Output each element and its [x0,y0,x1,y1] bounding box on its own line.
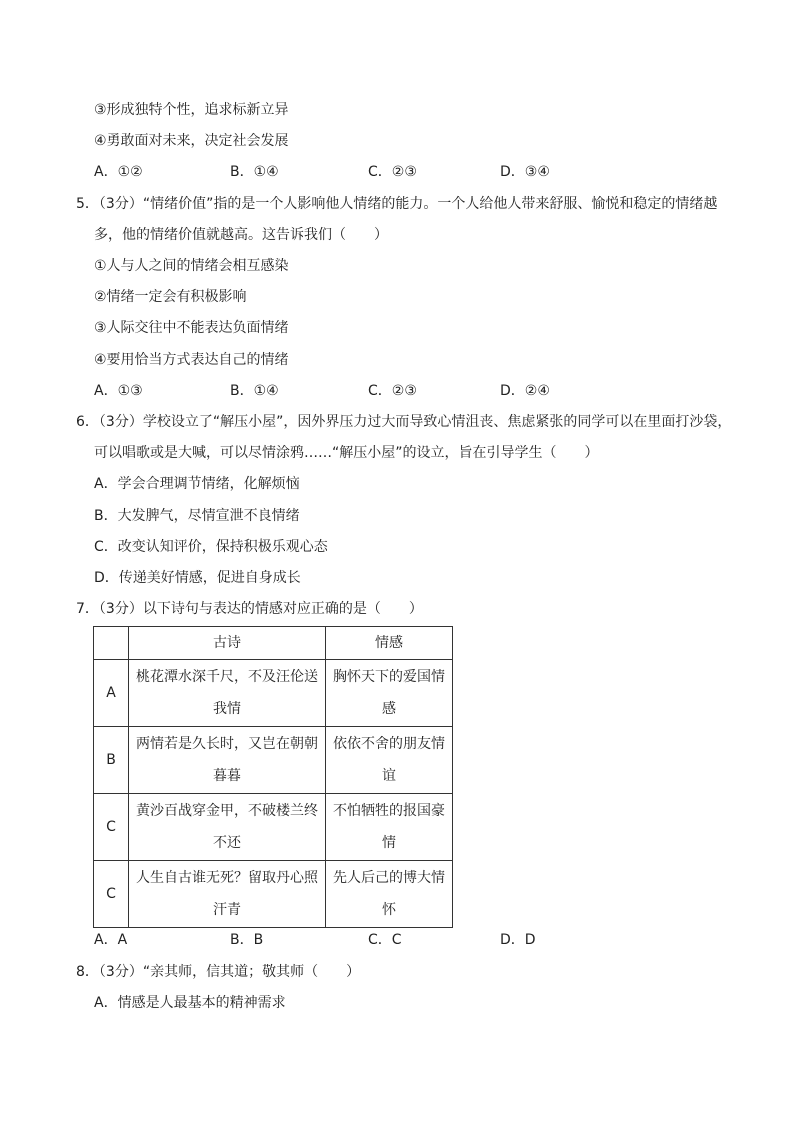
row-label: A [94,660,129,727]
q6-option-d[interactable]: D．传递美好情感，促进自身成长 [94,570,301,586]
row-poem: 两情若是久长时，又岂在朝朝暮暮 [129,727,326,794]
q6-option-a[interactable]: A．学会合理调节情绪，化解烦恼 [94,476,300,492]
q5-option-b[interactable]: B．①④ [230,383,279,399]
q5-item-1: ①人与人之间的情绪会相互感染 [94,258,289,274]
q7-stem: 7．（3分）以下诗句与表达的情感对应正确的是（ ） [76,601,423,617]
q4-item-3: ③形成独特个性，追求标新立异 [94,102,289,118]
table-row [94,727,453,794]
q4-option-b[interactable]: B．①④ [230,164,279,180]
q8-stem: 8．（3分）“亲其师，信其道；敬其师（ ） [76,964,361,980]
table-row [94,660,453,727]
q4-option-c[interactable]: C．②③ [368,164,417,180]
q7-option-c[interactable]: C．C [368,932,402,948]
q5-item-4: ④要用恰当方式表达自己的情绪 [94,352,289,368]
q4-options [94,162,694,182]
q6-stem-line1: 6．（3分）学校设立了“解压小屋”，因外界压力过大而导致心情沮丧、焦虑紧张的同学可以在里面打沙袋， [76,414,732,430]
table-header-emotion: 情感 [326,627,453,660]
q7-option-a[interactable]: A．A [94,932,128,948]
q5-item-3: ③人际交往中不能表达负面情绪 [94,320,289,336]
q6-option-c[interactable]: C．改变认知评价，保持积极乐观心态 [94,539,328,555]
q5-option-c[interactable]: C．②③ [368,383,417,399]
row-label: C [94,861,129,928]
q7-poem-table [93,626,453,928]
table-row [94,794,453,861]
row-emotion: 不怕牺牲的报国豪情 [326,794,453,861]
row-emotion: 依依不舍的朋友情谊 [326,727,453,794]
q6-option-b[interactable]: B．大发脾气，尽情宣泄不良情绪 [94,508,300,524]
q5-option-d[interactable]: D．②④ [500,383,550,399]
q8-option-a[interactable]: A．情感是人最基本的精神需求 [94,995,286,1011]
row-emotion: 先人后己的博大情怀 [326,861,453,928]
q5-stem-line1: 5．（3分）“情绪价值”指的是一个人影响他人情绪的能力。一个人给他人带来舒服、愉悦和稳定的情绪越 [76,196,718,212]
table-header-poem: 古诗 [129,627,326,660]
q7-options [94,930,694,950]
row-emotion: 胸怀天下的爱国情感 [326,660,453,727]
table-header-blank [94,627,129,660]
q7-option-d[interactable]: D．D [500,932,536,948]
q5-stem-line2: 多，他的情绪价值就越高。这告诉我们（ ） [94,227,388,243]
table-header-row [94,627,453,660]
q4-option-a[interactable]: A．①② [94,164,143,180]
q5-option-a[interactable]: A．①③ [94,383,143,399]
row-label: C [94,794,129,861]
q4-item-4: ④勇敢面对未来，决定社会发展 [94,133,289,149]
q5-options [94,381,694,401]
q5-item-2: ②情绪一定会有积极影响 [94,289,247,305]
row-poem: 黄沙百战穿金甲，不破楼兰终不还 [129,794,326,861]
q7-option-b[interactable]: B．B [230,932,264,948]
table-row [94,861,453,928]
q4-option-d[interactable]: D．③④ [500,164,550,180]
row-label: B [94,727,129,794]
row-poem: 人生自古谁无死？留取丹心照汗青 [129,861,326,928]
q6-stem-line2: 可以唱歌或是大喊，可以尽情涂鸦……“解压小屋”的设立，旨在引导学生（ ） [94,445,599,461]
row-poem: 桃花潭水深千尺，不及汪伦送我情 [129,660,326,727]
